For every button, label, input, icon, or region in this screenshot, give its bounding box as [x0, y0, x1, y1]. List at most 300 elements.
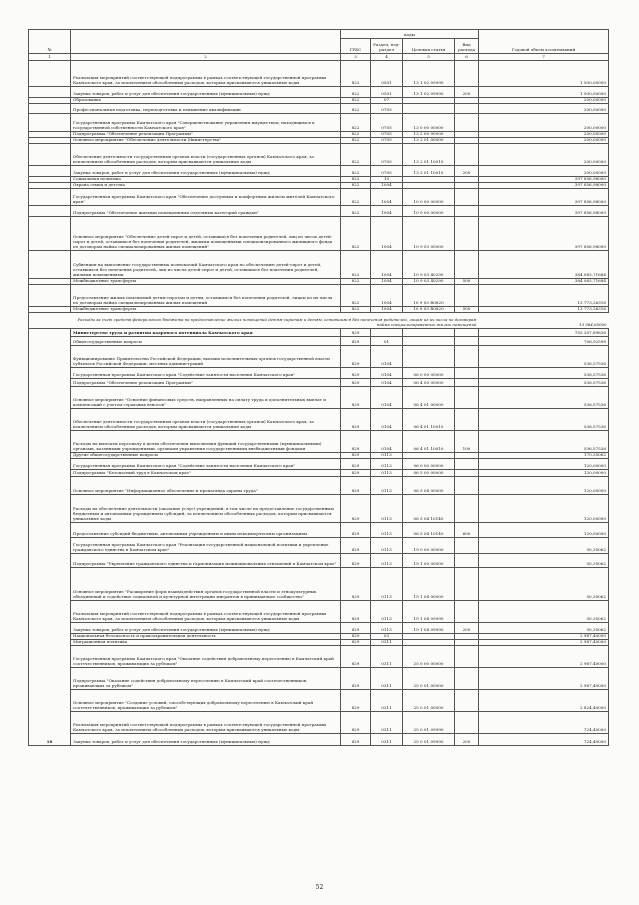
item-name: Подпрограмма "Безопасный труд в Камчатском крае" — [71, 470, 341, 477]
annual-volume: 724,40000 — [479, 734, 609, 746]
item-name: Основное мероприятие "Освоение финансовых средств, направленных на оплату труда и дополнительных выплат и компенсаций с учетом страховых взносов" — [71, 387, 341, 409]
razdel-code: 0113 — [371, 523, 403, 538]
grbs-code: 822 — [341, 251, 371, 279]
annual-volume: 397 856,98000 — [479, 177, 609, 183]
item-name: Реализация мероприятий соответствующей подпрограммы в рамках соответствующей государственной программы Камчатского края, за исключением обособленных расходов, которым присваиваются уникальные коды — [71, 712, 341, 734]
grbs-code: 829 — [341, 646, 371, 668]
grbs-code: 822 — [341, 217, 371, 251]
annual-volume: 120,00000 — [479, 459, 609, 470]
annual-volume: 50,35062 — [479, 601, 609, 623]
table-row — [29, 601, 609, 623]
annual-volume: 536,57536 — [479, 409, 609, 431]
vid-code — [455, 251, 479, 279]
grbs-code: 829 — [341, 387, 371, 409]
grbs-code: 822 — [341, 166, 371, 177]
item-name: Межбюджетные трансферты — [71, 279, 341, 285]
item-name: Основное мероприятие "Создание условий, способствующих добровольному переселению в Камчатский край соотечественников, проживающих за рубежом" — [71, 690, 341, 712]
item-name: Межбюджетные трансферты — [71, 307, 341, 313]
vid-code — [455, 538, 479, 554]
item-name: Подпрограмма "Обеспечение жилыми помещениями отдельных категорий граждан" — [71, 206, 341, 217]
number-cell — [29, 87, 71, 98]
razdel-code: 1004 — [371, 183, 403, 189]
razdel-code: 0311 — [371, 668, 403, 690]
grbs-code: 829 — [341, 734, 371, 746]
vid-code — [455, 368, 479, 379]
annual-volume: 120,00000 — [479, 470, 609, 477]
razdel-code: 1004 — [371, 251, 403, 279]
annual-volume: 397 856,98000 — [479, 189, 609, 206]
annual-volume: 2 987,40000 — [479, 634, 609, 640]
annual-volume: 170,35062 — [479, 453, 609, 459]
celevaya-code: 25 0 01 00000 — [403, 690, 455, 712]
colnum-6: 6 — [455, 54, 479, 61]
item-name: Государственная программа Камчатского края "Обеспечение доступным и комфортным жильем жителей Камчатского края" — [71, 189, 341, 206]
razdel-code: 1004 — [371, 285, 403, 307]
annual-volume: 50,35062 — [479, 623, 609, 634]
annual-volume: 50,35062 — [479, 554, 609, 568]
celevaya-code: 06 4 00 00000 — [403, 379, 455, 387]
grbs-code: 822 — [341, 104, 371, 114]
grbs-code: 822 — [341, 279, 371, 285]
colnum-2: 2 — [71, 54, 341, 61]
razdel-code: 0113 — [371, 554, 403, 568]
vid-code: 200 — [455, 87, 479, 98]
grbs-code: 822 — [341, 132, 371, 138]
annual-volume: 536,57536 — [479, 387, 609, 409]
vid-code — [455, 346, 479, 368]
vid-code — [455, 495, 479, 523]
razdel-code: 1004 — [371, 307, 403, 313]
colnum-7: 7 — [479, 54, 609, 61]
grbs-code: 822 — [341, 87, 371, 98]
note-text: Расходы за счет средств федерального бюджета на предоставление жилых помещений детям-сиротам и детям, оставшимся без попечения родителей, лицам из их числа по договорам найма специализированных жилых помещений — [77, 317, 477, 328]
number-cell — [29, 166, 71, 177]
annual-volume: 2 824,40000 — [479, 690, 609, 712]
razdel-code: 0113 — [371, 470, 403, 477]
item-name: Закупка товаров, работ и услуг для обеспечения государственных (муниципальных) нужд — [71, 623, 341, 634]
razdel-code: 1004 — [371, 217, 403, 251]
razdel-code: 0705 — [371, 138, 403, 144]
razdel-code: 0705 — [371, 166, 403, 177]
item-name: Государственная программа Камчатского края "Оказание содействия добровольному переселению в Камчатский край соотечественников, проживающих за рубежом" — [71, 646, 341, 668]
grbs-code: 829 — [341, 690, 371, 712]
grbs-code: 829 — [341, 470, 371, 477]
grbs-code: 822 — [341, 183, 371, 189]
annual-volume: 13 773,26316 — [479, 307, 609, 313]
razdel-code: 0705 — [371, 114, 403, 132]
annual-volume: 200,00000 — [479, 144, 609, 166]
razdel-code: 0113 — [371, 495, 403, 523]
grbs-code: 822 — [341, 138, 371, 144]
razdel-code: 0104 — [371, 431, 403, 453]
grbs-code: 829 — [341, 459, 371, 470]
grbs-code: 822 — [341, 98, 371, 104]
item-name: Реализация мероприятий соответствующей подпрограммы в рамках соответствующей государственной программы Камчатского края, за исключением обособленных расходов, которым присваиваются уникальные коды — [71, 601, 341, 623]
grbs-code: 829 — [341, 634, 371, 640]
vid-code — [455, 189, 479, 206]
page-number: 52 — [315, 884, 324, 891]
item-name: Подпрограмма "Укрепление гражданского единства и гармонизация межнациональных отношений в Камчатском крае" — [71, 554, 341, 568]
table-row — [29, 523, 609, 538]
celevaya-code: 06 0 00 00000 — [403, 368, 455, 379]
grbs-code: 829 — [341, 346, 371, 368]
vid-code: 200 — [455, 623, 479, 634]
razdel-code: 1004 — [371, 279, 403, 285]
item-name: Основное мероприятие "Обеспечение детей-сирот и детей, оставшихся без попечения родителей, лиц из числа детей-сирот и детей, оставшихся без попечения родителей, жилыми помещениями специализированного жилищного фонда по договорам найма специализированных жилых помещений" — [71, 217, 341, 251]
annual-volume: 536,57536 — [479, 368, 609, 379]
item-name: Образование — [71, 98, 341, 104]
table-row — [29, 538, 609, 554]
item-name: Государственная программа Камчатского края "Содействие занятости населения Камчатского края" — [71, 368, 341, 379]
annual-volume: 2 987,40000 — [479, 668, 609, 690]
grbs-code: 829 — [341, 431, 371, 453]
annual-volume: 2 987,40000 — [479, 640, 609, 646]
table-row — [29, 144, 609, 166]
celevaya-code: 25 0 01 00000 — [403, 668, 455, 690]
grbs-code: 829 — [341, 523, 371, 538]
annual-volume: 706,92598 — [479, 337, 609, 346]
annual-volume: 200,00000 — [479, 98, 609, 104]
razdel-code: 0113 — [371, 538, 403, 554]
celevaya-code: 13 2 01 10010 — [403, 144, 455, 166]
annual-volume: 536,57536 — [479, 346, 609, 368]
table-row — [29, 409, 609, 431]
celevaya-code: 19 0 00 00000 — [403, 538, 455, 554]
vid-code — [455, 329, 479, 337]
item-name: Подпрограмма "Оказание содействия добровольному переселению в Камчатский край соотечественников, проживающих за рубежом" — [71, 668, 341, 690]
annual-volume: 1 500,00000 — [479, 61, 609, 87]
grbs-code: 829 — [341, 538, 371, 554]
grbs-code: 829 — [341, 409, 371, 431]
razdel-code: 0113 — [371, 453, 403, 459]
number-cell — [29, 61, 71, 87]
razdel-code: 0113 — [371, 459, 403, 470]
table-row — [29, 329, 609, 337]
vid-code — [455, 646, 479, 668]
vid-code — [455, 477, 479, 495]
table-row — [29, 379, 609, 387]
item-name: Другие общегосударственные вопросы — [71, 453, 341, 459]
razdel-code: 03 — [371, 634, 403, 640]
table-row — [29, 554, 609, 568]
item-name: Подпрограмма "Обеспечение реализации Программы" — [71, 132, 341, 138]
celevaya-code: 10 0 00 00000 — [403, 189, 455, 206]
razdel-code: 0113 — [371, 623, 403, 634]
annual-volume: 200,00000 — [479, 138, 609, 144]
vid-code — [455, 712, 479, 734]
celevaya-code: 19 1 04 00000 — [403, 568, 455, 601]
table-note-row — [29, 313, 609, 329]
celevaya-code: 19 1 00 00000 — [403, 554, 455, 568]
vid-code: 200 — [455, 734, 479, 746]
grbs-code: 822 — [341, 61, 371, 87]
celevaya-code — [403, 337, 455, 346]
header-name-empty — [71, 30, 341, 54]
razdel-code: 0311 — [371, 640, 403, 646]
header-grbs: ГРБС — [341, 39, 371, 54]
celevaya-code: 10 9 03 R0820 — [403, 285, 455, 307]
annual-volume: 200,00000 — [479, 114, 609, 132]
vid-code: 500 — [455, 307, 479, 313]
note-volume: 13 084,60000 — [579, 322, 607, 328]
razdel-code: 0705 — [371, 132, 403, 138]
razdel-code: 0501 — [371, 87, 403, 98]
table-row — [29, 206, 609, 217]
grbs-code: 829 — [341, 623, 371, 634]
razdel-code: 0113 — [371, 568, 403, 601]
grbs-code: 822 — [341, 285, 371, 307]
grbs-code: 829 — [341, 712, 371, 734]
celevaya-code: 06 4 01 00000 — [403, 387, 455, 409]
grbs-code: 829 — [341, 568, 371, 601]
razdel-code: 0705 — [371, 144, 403, 166]
annual-volume: 397 856,98000 — [479, 183, 609, 189]
number-cell — [29, 217, 71, 251]
celevaya-code: 10 9 03 40290 — [403, 279, 455, 285]
header-volume: Годовой объем ассигнований — [479, 30, 609, 54]
item-name: Подпрограмма "Обеспечение реализации Программы" — [71, 379, 341, 387]
item-name: Закупка товаров, работ и услуг для обеспечения государственных (муниципальных) нужд — [71, 166, 341, 177]
vid-code — [455, 554, 479, 568]
annual-volume: 200,00000 — [479, 104, 609, 114]
item-name: Реализация мероприятий соответствующей подпрограммы в рамках соответствующей государственной программы Камчатского края, за исключением обособленных расходов, которым присваиваются уникальные коды — [71, 61, 341, 87]
number-cell — [29, 189, 71, 206]
table-row — [29, 431, 609, 453]
vid-code — [455, 61, 479, 87]
annual-volume: 384 083,71684 — [479, 251, 609, 279]
razdel-code: 0113 — [371, 477, 403, 495]
item-name: Предоставление жилых помещений детям-сиротам и детям, оставшимся без попечения родителей, лицам из их числа по договорам найма специализированных жилых помещений — [71, 285, 341, 307]
celevaya-code: 06 5 00 00000 — [403, 470, 455, 477]
celevaya-code: 06 5 04 10140 — [403, 523, 455, 538]
vid-code: 500 — [455, 279, 479, 285]
table-row — [29, 668, 609, 690]
number-cell — [29, 104, 71, 114]
table-row — [29, 251, 609, 279]
grbs-code: 829 — [341, 368, 371, 379]
vid-code — [455, 668, 479, 690]
annual-volume: 536,57536 — [479, 379, 609, 387]
colnum-4: 4 — [371, 54, 403, 61]
table-row — [29, 87, 609, 98]
budget-table-body — [29, 30, 609, 746]
grbs-code: 829 — [341, 379, 371, 387]
item-name: Закупка товаров, работ и услуг для обеспечения государственных (муниципальных) нужд — [71, 87, 341, 98]
table-row — [29, 470, 609, 477]
celevaya-code: 06 4 01 10010 — [403, 409, 455, 431]
number-cell — [29, 206, 71, 217]
grbs-code: 829 — [341, 477, 371, 495]
table-row — [29, 166, 609, 177]
table-row — [29, 495, 609, 523]
header-celevaya: Целевая статья — [403, 39, 455, 54]
header-row-colnums — [29, 54, 609, 61]
celevaya-code: 06 4 01 10010 — [403, 431, 455, 453]
annual-volume: 50,35062 — [479, 538, 609, 554]
table-row — [29, 712, 609, 734]
grbs-code: 822 — [341, 114, 371, 132]
celevaya-code — [403, 104, 455, 114]
razdel-code: 07 — [371, 98, 403, 104]
razdel-code: 0104 — [371, 368, 403, 379]
vid-code — [455, 144, 479, 166]
celevaya-code: 10 9 03 R0820 — [403, 307, 455, 313]
vid-code — [455, 114, 479, 132]
annual-volume: 1 500,00000 — [479, 87, 609, 98]
celevaya-code: 13 2 01 00000 — [403, 138, 455, 144]
header-vid: Вид расхода — [455, 39, 479, 54]
celevaya-code — [403, 346, 455, 368]
celevaya-code — [403, 329, 455, 337]
vid-code — [455, 379, 479, 387]
annual-volume: 50,35062 — [479, 568, 609, 601]
celevaya-code: 13 1 02 09990 — [403, 87, 455, 98]
table-row — [29, 646, 609, 668]
table-row — [29, 690, 609, 712]
annual-volume: 384 083,71684 — [479, 279, 609, 285]
grbs-code: 829 — [341, 329, 371, 337]
razdel-code: 0501 — [371, 61, 403, 87]
item-name: Предоставление субсидий бюджетным, автономным учреждениям и иным некоммерческим организациям — [71, 523, 341, 538]
table-row — [29, 477, 609, 495]
item-name: Основное мероприятие "Расширение форм взаимодействия органов государственной власти и этнокультурных объединений и содействие социальной и культурной интеграции мигрантов в принимающее сообщество" — [71, 568, 341, 601]
table-row — [29, 189, 609, 206]
item-name: Государственная программа Камчатского края "Содействие занятости населения Камчатского края" — [71, 459, 341, 470]
item-name: Основное мероприятие "Обеспечение деятельности Министерства" — [71, 138, 341, 144]
annual-volume: 120,00000 — [479, 495, 609, 523]
number-cell — [29, 114, 71, 132]
table-row — [29, 459, 609, 470]
razdel-code: 1004 — [371, 206, 403, 217]
annual-volume: 755 307,89836 — [479, 329, 609, 337]
item-name: Расходы на обеспечение деятельности (оказание услуг) учреждений, в том числе на предоставление государственным бюджетным и автономным учреждениям субсидий, за исключением обособленных расходов, которым присваиваются уникальные коды — [71, 495, 341, 523]
item-name: Социальная политика — [71, 177, 341, 183]
section-number: 18 — [29, 329, 71, 746]
annual-volume: 200,00000 — [479, 132, 609, 138]
annual-volume: 397 856,98000 — [479, 206, 609, 217]
annual-volume: 120,00000 — [479, 477, 609, 495]
header-no: № — [29, 30, 71, 54]
grbs-code: 822 — [341, 177, 371, 183]
item-name: Функционирование Правительства Российской Федерации, высших исполнительных органов государственной власти субъектов Российской Федерации, местных администраций — [71, 346, 341, 368]
grbs-code: 829 — [341, 337, 371, 346]
razdel-code: 0311 — [371, 734, 403, 746]
razdel-code: 0104 — [371, 409, 403, 431]
number-cell — [29, 144, 71, 166]
item-name: Государственная программа Камчатского края "Совершенствование управления имуществом, находящимся в государственной собственности Камчатского края" — [71, 114, 341, 132]
vid-code — [455, 206, 479, 217]
table-row — [29, 337, 609, 346]
razdel-code: 0113 — [371, 601, 403, 623]
razdel-code: 1004 — [371, 189, 403, 206]
celevaya-code: 06 0 00 00000 — [403, 459, 455, 470]
colnum-3: 3 — [341, 54, 371, 61]
header-row-codes — [29, 30, 609, 39]
number-cell — [29, 285, 71, 307]
grbs-code: 822 — [341, 307, 371, 313]
vid-code — [455, 387, 479, 409]
celevaya-code: 10 9 03 00000 — [403, 217, 455, 251]
celevaya-code: 10 9 03 40290 — [403, 251, 455, 279]
grbs-code: 829 — [341, 601, 371, 623]
item-name: Профессиональная подготовка, переподготовка и повышение квалификации — [71, 104, 341, 114]
item-name: Субвенции на выполнение государственных полномочий Камчатского края по обеспечению детей-сирот и детей, оставшихся без попечения родителей, лиц из числа детей-сирот и детей, оставшихся без попечения родителей, жилыми помещениями — [71, 251, 341, 279]
vid-code — [455, 601, 479, 623]
vid-code — [455, 217, 479, 251]
item-name: Общегосударственные вопросы — [71, 337, 341, 346]
razdel-code: 01 — [371, 337, 403, 346]
celevaya-code: 25 0 01 09990 — [403, 734, 455, 746]
header-razdel: Раздел, под-раздел — [371, 39, 403, 54]
item-name: Расходы на выплаты персоналу в целях обеспечения выполнения функций государственными (муниципальными) органами, казенными учреждениями, органами управления государственными внебюджетными фондами — [71, 431, 341, 453]
celevaya-code: 13 0 00 00000 — [403, 114, 455, 132]
item-name: Обеспечение деятельности государственных органов власти (государственных органов) Камчатского края, за исключением обособленных расходов, которым присваиваются уникальные коды — [71, 409, 341, 431]
table-row — [29, 285, 609, 307]
table-row — [29, 114, 609, 132]
table-row — [29, 387, 609, 409]
grbs-code: 829 — [341, 668, 371, 690]
grbs-code: 829 — [341, 640, 371, 646]
celevaya-code: 19 1 04 09990 — [403, 601, 455, 623]
colnum-1: 1 — [29, 54, 71, 61]
vid-code — [455, 409, 479, 431]
celevaya-code: 13 2 01 10010 — [403, 166, 455, 177]
table-row — [29, 346, 609, 368]
razdel-code: 10 — [371, 177, 403, 183]
grbs-code: 822 — [341, 144, 371, 166]
grbs-code: 829 — [341, 495, 371, 523]
razdel-code: 0311 — [371, 690, 403, 712]
grbs-code: 822 — [341, 189, 371, 206]
item-name: Обеспечение деятельности государственных органов власти (государственных органов) Камчатского края, за исключением обособленных расходов, которым присваиваются уникальные коды — [71, 144, 341, 166]
table-row — [29, 217, 609, 251]
note-num-cell — [29, 313, 71, 329]
table-row — [29, 368, 609, 379]
grbs-code: 829 — [341, 453, 371, 459]
razdel-code — [371, 329, 403, 337]
celevaya-code: 10 9 00 00000 — [403, 206, 455, 217]
vid-code — [455, 568, 479, 601]
celevaya-code: 19 1 04 09990 — [403, 623, 455, 634]
annual-volume: 397 856,98000 — [479, 217, 609, 251]
vid-code: 200 — [455, 166, 479, 177]
table-row — [29, 734, 609, 746]
colnum-5: 5 — [403, 54, 455, 61]
annual-volume: 13 773,26316 — [479, 285, 609, 307]
annual-volume: 200,00000 — [479, 166, 609, 177]
celevaya-code: 06 5 04 10140 — [403, 495, 455, 523]
item-name: Основное мероприятие "Информационное обеспечение и пропаганда охраны труда" — [71, 477, 341, 495]
grbs-code: 829 — [341, 554, 371, 568]
razdel-code: 0104 — [371, 379, 403, 387]
item-name: Национальная безопасность и правоохранительная деятельность — [71, 634, 341, 640]
vid-code — [455, 690, 479, 712]
table-row — [29, 623, 609, 634]
item-name: Закупка товаров, работ и услуг для обеспечения государственных (муниципальных) нужд — [71, 734, 341, 746]
item-name: Охрана семьи и детства — [71, 183, 341, 189]
vid-code — [455, 104, 479, 114]
celevaya-code: 13 1 02 09990 — [403, 61, 455, 87]
table-row — [29, 104, 609, 114]
celevaya-code: 06 5 04 00000 — [403, 477, 455, 495]
razdel-code: 0311 — [371, 646, 403, 668]
celevaya-code: 13 2 00 00000 — [403, 132, 455, 138]
header-codes: коды — [341, 30, 479, 39]
vid-code — [455, 285, 479, 307]
vid-code: 600 — [455, 523, 479, 538]
annual-volume: 2 987,40000 — [479, 646, 609, 668]
razdel-code: 0311 — [371, 712, 403, 734]
